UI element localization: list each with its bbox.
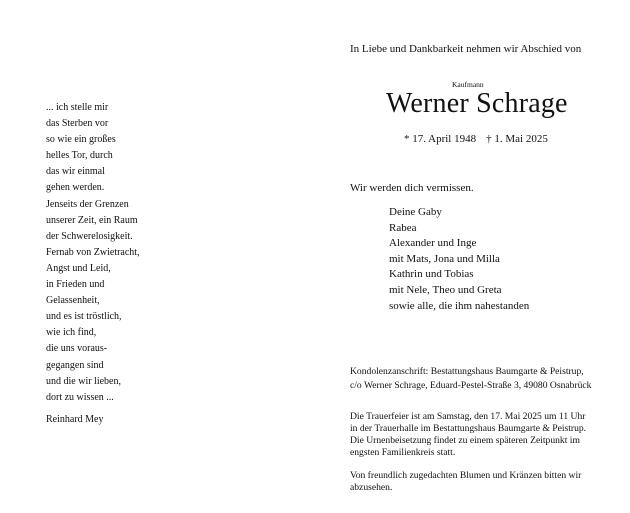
mourner: sowie alle, die ihm nahestanden — [389, 299, 530, 312]
poem-line: in Frieden und — [46, 279, 105, 291]
poem-line: dort zu wissen ... — [46, 391, 114, 403]
service-line: in der Trauerhalle im Bestattungshaus Baumgarte & Peistrup. — [350, 423, 587, 434]
condolence-line: c/o Werner Schrage, Eduard-Pestel-Straße 3, 49080 Osnabrück — [350, 380, 592, 391]
poem-line: ... ich stelle mir — [46, 102, 109, 113]
poem-line: helles Tor, durch — [46, 150, 113, 162]
farewell-header: In Liebe und Dankbarkeit nehmen wir Abschied von — [350, 43, 582, 55]
poem-line: und die wir lieben, — [46, 375, 121, 387]
poem-line: und es ist tröstlich, — [46, 311, 122, 323]
poem-line: das wir einmal — [46, 166, 105, 178]
deceased-name: Werner Schrage — [386, 88, 568, 119]
service-line: engsten Familienkreis statt. — [350, 447, 456, 458]
poem-author: Reinhard Mey — [46, 413, 104, 425]
birth-date: * 17. April 1948 — [404, 133, 477, 145]
mourner: mit Mats, Jona und Milla — [389, 252, 500, 265]
poem-line: die uns voraus- — [46, 343, 108, 355]
death-date: † 1. Mai 2025 — [486, 133, 548, 145]
flowers-line: Von freundlich zugedachten Blumen und Kränzen bitten wir — [350, 470, 582, 481]
poem-line: das Sterben vor — [46, 118, 109, 130]
mourner: Rabea — [389, 221, 417, 234]
flowers-note — [350, 470, 581, 494]
mourner: Deine Gaby — [389, 206, 442, 218]
poem-line: gegangen sind — [46, 359, 104, 371]
poem-line: Gelassenheit, — [46, 295, 100, 307]
poem — [46, 100, 196, 428]
mourner: Kathrin und Tobias — [389, 268, 474, 281]
poem-line: unserer Zeit, ein Raum — [46, 214, 138, 226]
flowers-line: abzusehen. — [350, 482, 393, 493]
mourner: mit Nele, Theo und Greta — [389, 283, 502, 296]
poem-line: Fernab von Zwietracht, — [46, 246, 140, 258]
condolence-address — [350, 365, 591, 393]
service-line: Die Trauerfeier ist am Samstag, den 17. Mai 2025 um 11 Uhr — [350, 411, 586, 422]
service-info — [350, 411, 586, 459]
miss-text: Wir werden dich vermissen. — [350, 182, 474, 194]
life-dates — [404, 133, 548, 145]
poem-line: gehen werden. — [46, 182, 105, 194]
service-line: Die Urnenbeisetzung findet zu einem späteren Zeitpunkt im — [350, 435, 580, 446]
poem-line: so wie ein großes — [46, 134, 116, 146]
poem-line: der Schwerelosigkeit. — [46, 230, 133, 242]
poem-line: Jenseits der Grenzen — [46, 198, 129, 210]
poem-line: Angst und Leid, — [46, 262, 111, 274]
condolence-line: Kondolenzanschrift: Bestattungshaus Baumgarte & Peistrup, — [350, 366, 584, 377]
mourners-list — [389, 205, 529, 314]
poem-line: wie ich find, — [46, 327, 97, 339]
profession: Kaufmann — [452, 80, 484, 89]
mourner: Alexander und Inge — [389, 237, 477, 250]
